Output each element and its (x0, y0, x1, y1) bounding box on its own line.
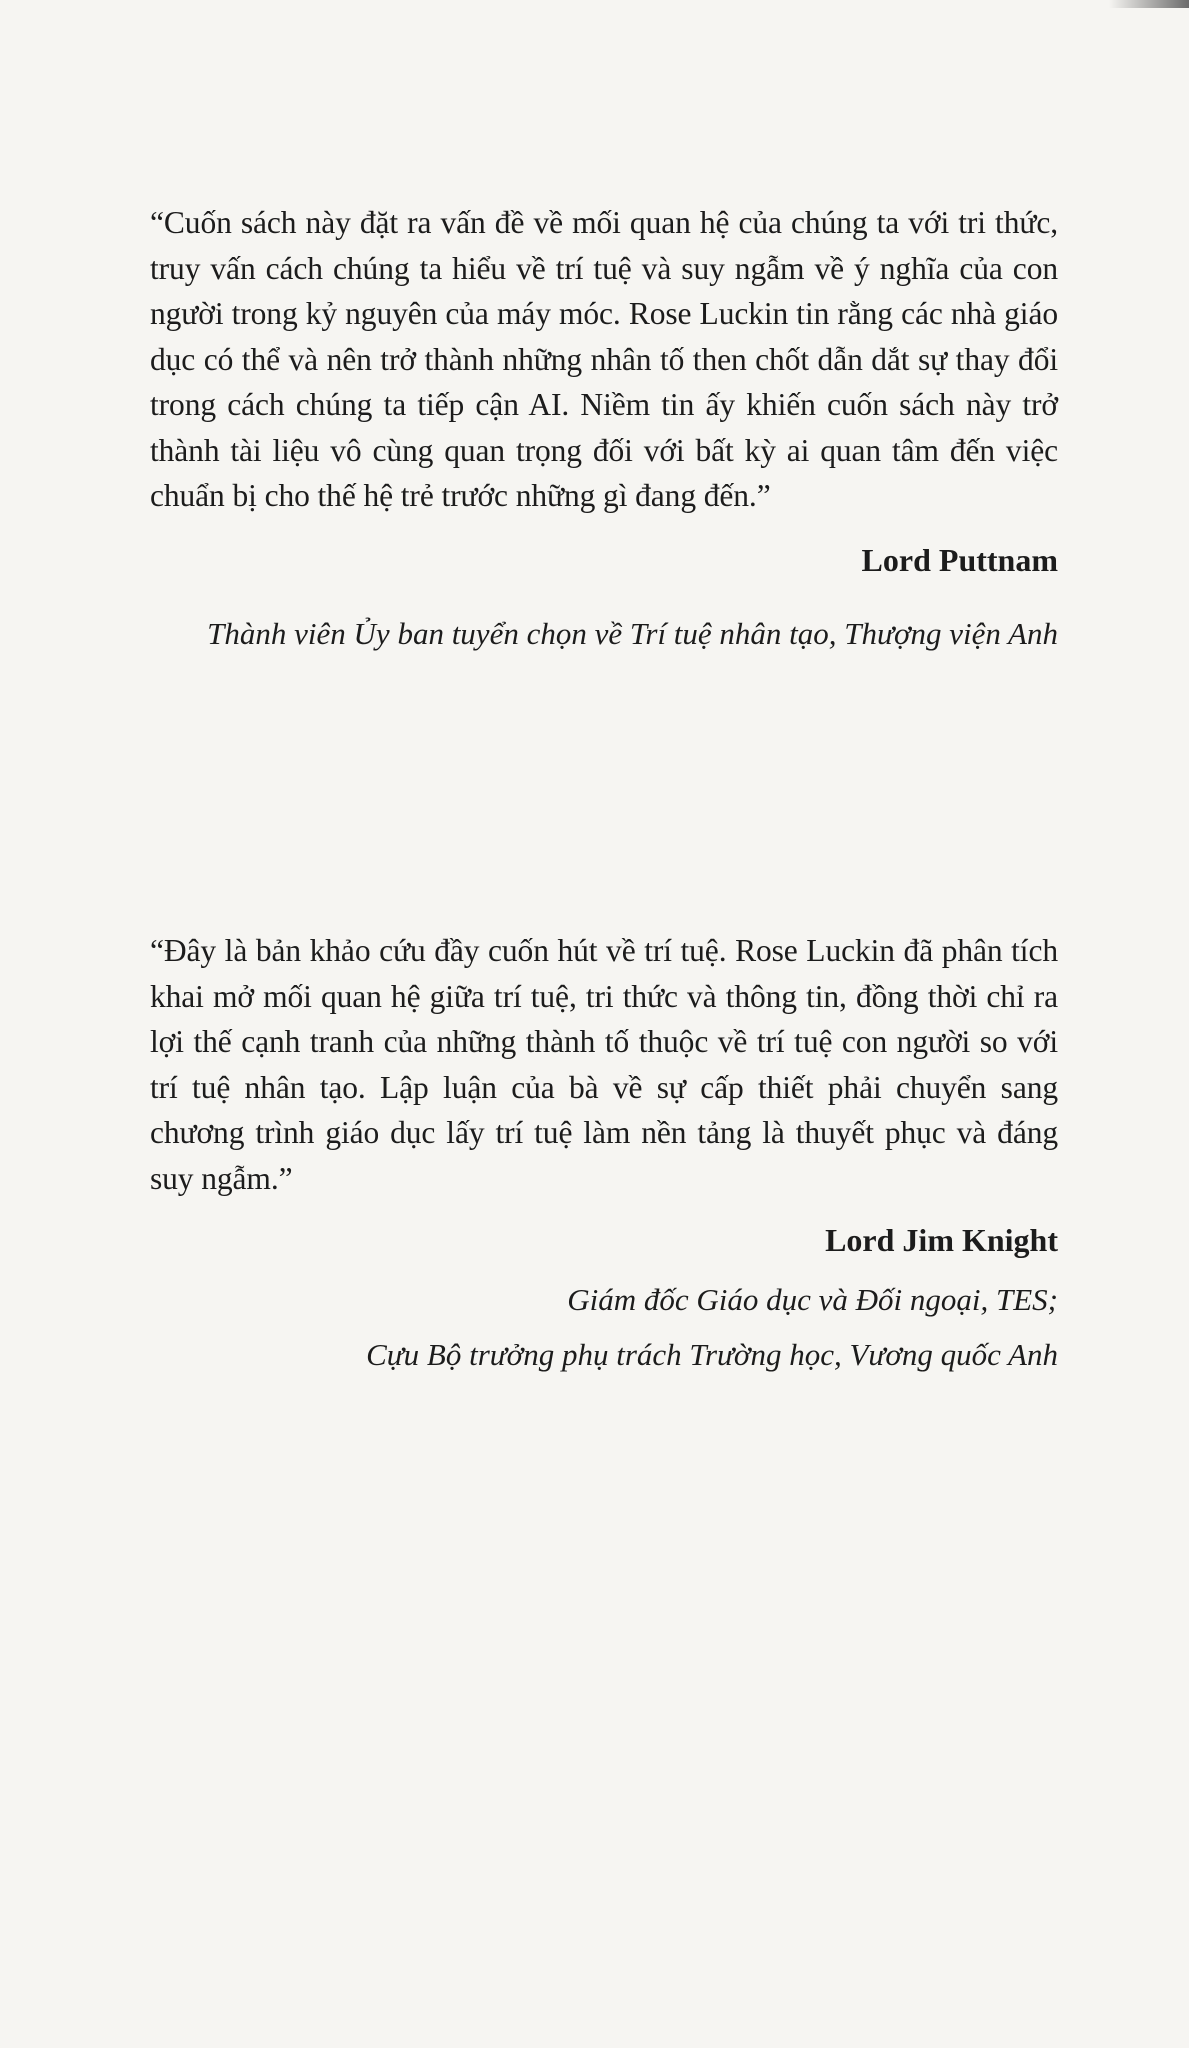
author-affiliation: Cựu Bộ trưởng phụ trách Trường học, Vương quốc Anh (366, 1337, 1058, 1372)
quote-text: “Đây là bản khảo cứu đầy cuốn hút về trí tuệ. Rose Luckin đã phân tích khai mở mối quan hệ giữa trí tuệ, tri thức và thông tin, đồng thời chỉ ra lợi thế cạnh tranh của những thành tố thuộc về trí tuệ con người so với trí tuệ nhân tạo. Lập luận của bà về sự cấp thiết phải chuyển sang chương trình giáo dục lấy trí tuệ làm nền tảng là thuyết phục và đáng suy ngẫm.” (150, 933, 1058, 1196)
quote-author: Lord Jim Knight (825, 1222, 1058, 1258)
author-affiliation: Giám đốc Giáo dục và Đối ngoại, TES; (567, 1282, 1058, 1317)
page-edge-shadow (1109, 0, 1189, 8)
author-affiliation: Thành viên Ủy ban tuyển chọn về Trí tuệ nhân tạo, Thượng viện Anh (207, 615, 1058, 651)
endorsement-quote-knight (150, 928, 1058, 1377)
quote-text: “Cuốn sách này đặt ra vấn đề về mối quan hệ của chúng ta với tri thức, truy vấn cách chúng ta hiểu về trí tuệ và suy ngẫm về ý nghĩa của con người trong kỷ nguyên của máy móc. Rose Luckin tin rằng các nhà giáo dục có thể và nên trở thành những nhân tố then chốt dẫn dắt sự thay đổi trong cách chúng ta tiếp cận AI. Niềm tin ấy khiến cuốn sách này trở thành tài liệu vô cùng quan trọng đối với bất kỳ ai quan tâm đến việc chuẩn bị cho thế hệ trẻ trước những gì đang đến.” (150, 205, 1058, 513)
quote-author: Lord Puttnam (861, 541, 1058, 578)
endorsement-quote-puttnam (150, 200, 1058, 656)
